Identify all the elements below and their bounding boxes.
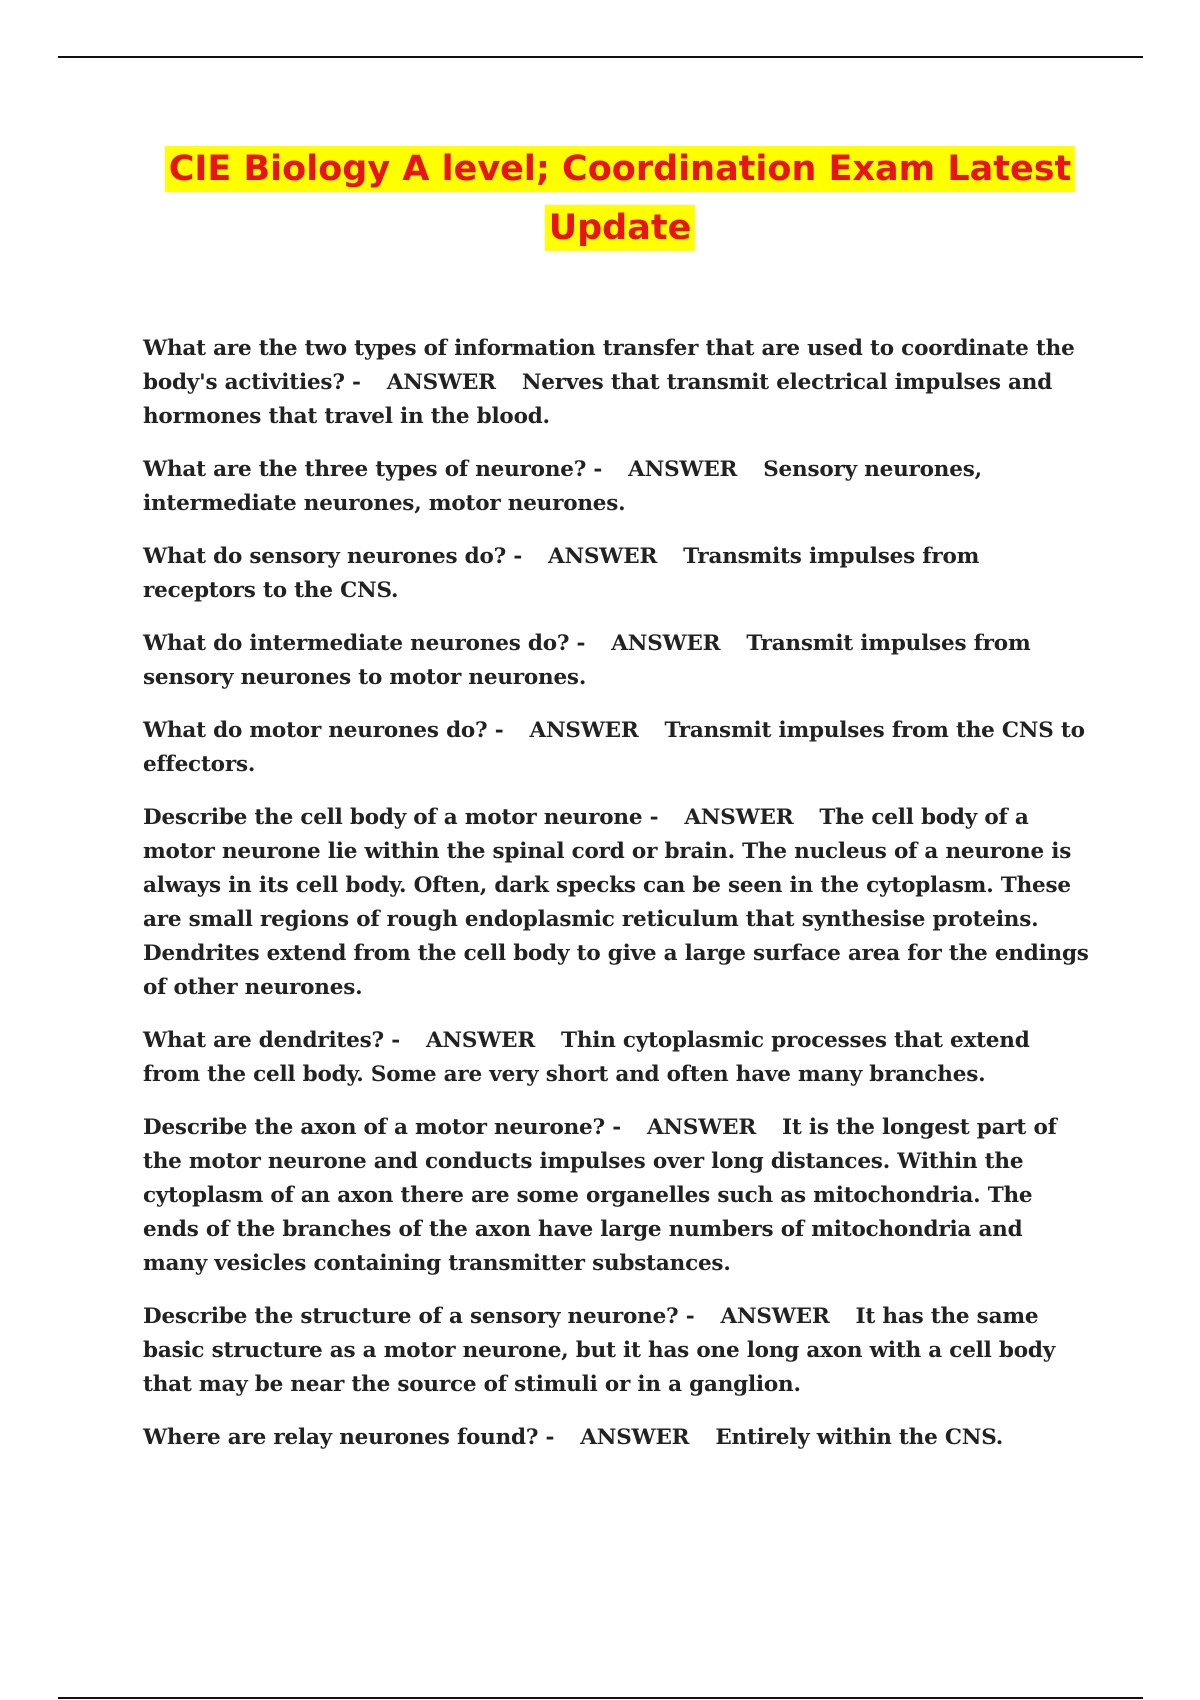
qa-item	[143, 540, 1093, 608]
document-title-block	[100, 140, 1140, 258]
question-suffix: -	[678, 1304, 695, 1329]
answer-text: Transmit impulses from sensory neurones to motor neurones.	[143, 631, 1031, 690]
question-suffix: -	[642, 805, 659, 830]
answer-text: Transmits impulses from receptors to the CNS.	[143, 544, 980, 603]
question-text: What do motor neurones do?	[143, 718, 488, 743]
top-rule	[58, 56, 1143, 58]
bottom-rule	[58, 1697, 1143, 1699]
answer-label: ANSWER	[386, 370, 496, 395]
qa-item	[143, 801, 1093, 1005]
answer-text: Entirely within the CNS.	[715, 1425, 1004, 1450]
question-text: Describe the structure of a sensory neurone?	[143, 1304, 679, 1329]
question-text: What do intermediate neurones do?	[143, 631, 570, 656]
question-suffix: -	[569, 631, 586, 656]
question-suffix: -	[383, 1028, 400, 1053]
question-text: Where are relay neurones found?	[143, 1425, 539, 1450]
answer-label: ANSWER	[720, 1304, 830, 1329]
answer-label: ANSWER	[611, 631, 721, 656]
answer-label: ANSWER	[580, 1425, 690, 1450]
answer-text: The cell body of a motor neurone lie within the spinal cord or brain. The nucleus of a neurone is always in its cell body. Often, dark specks can be seen in the cytoplasm. These are small regions of rough endoplasmic reticulum that synthesise proteins. Dendrites extend from the cell body to give a large surface area for the endings of other neurones.	[143, 805, 1089, 1000]
answer-text: It is the longest part of the motor neurone and conducts impulses over long distances. Within the cytoplasm of an axon there are some organelles such as mitochondria. The ends of the branches of the axon have large numbers of mitochondria and many vesicles containing transmitter substances.	[143, 1115, 1057, 1276]
document-title: CIE Biology A level; Coordination Exam Latest Update	[165, 146, 1076, 251]
qa-item	[143, 1421, 1093, 1455]
qa-item	[143, 627, 1093, 695]
answer-label: ANSWER	[529, 718, 639, 743]
question-text: Describe the cell body of a motor neurone	[143, 805, 643, 830]
answer-text: Transmit impulses from the CNS to effectors.	[143, 718, 1085, 777]
question-suffix: -	[538, 1425, 555, 1450]
question-suffix: -	[604, 1115, 621, 1140]
question-text: What are dendrites?	[143, 1028, 384, 1053]
answer-label: ANSWER	[628, 457, 738, 482]
qa-item	[143, 332, 1093, 434]
qa-list	[143, 332, 1093, 1474]
qa-item	[143, 1300, 1093, 1402]
answer-label: ANSWER	[684, 805, 794, 830]
question-text: What are the three types of neurone?	[143, 457, 587, 482]
answer-text: It has the same basic structure as a motor neurone, but it has one long axon with a cell body that may be near the source of stimuli or in a ganglion.	[143, 1304, 1055, 1397]
answer-label: ANSWER	[646, 1115, 757, 1140]
answer-text: Sensory neurones, intermediate neurones, motor neurones.	[143, 457, 982, 516]
answer-text: Thin cytoplasmic processes that extend from the cell body. Some are very short and often have many branches.	[143, 1028, 1030, 1087]
answer-label: ANSWER	[425, 1028, 536, 1053]
question-suffix: -	[506, 544, 523, 569]
question-text: Describe the axon of a motor neurone?	[143, 1115, 605, 1140]
qa-item	[143, 453, 1093, 521]
qa-item	[143, 1111, 1093, 1281]
answer-text: Nerves that transmit electrical impulses and hormones that travel in the blood.	[143, 370, 1053, 429]
qa-item	[143, 714, 1093, 782]
question-suffix: -	[586, 457, 603, 482]
question-suffix: -	[344, 370, 361, 395]
question-text: What are the two types of information transfer that are used to coordinate the body's activities?	[143, 336, 1075, 395]
question-suffix: -	[487, 718, 504, 743]
qa-item	[143, 1024, 1093, 1092]
question-text: What do sensory neurones do?	[143, 544, 507, 569]
answer-label: ANSWER	[548, 544, 658, 569]
